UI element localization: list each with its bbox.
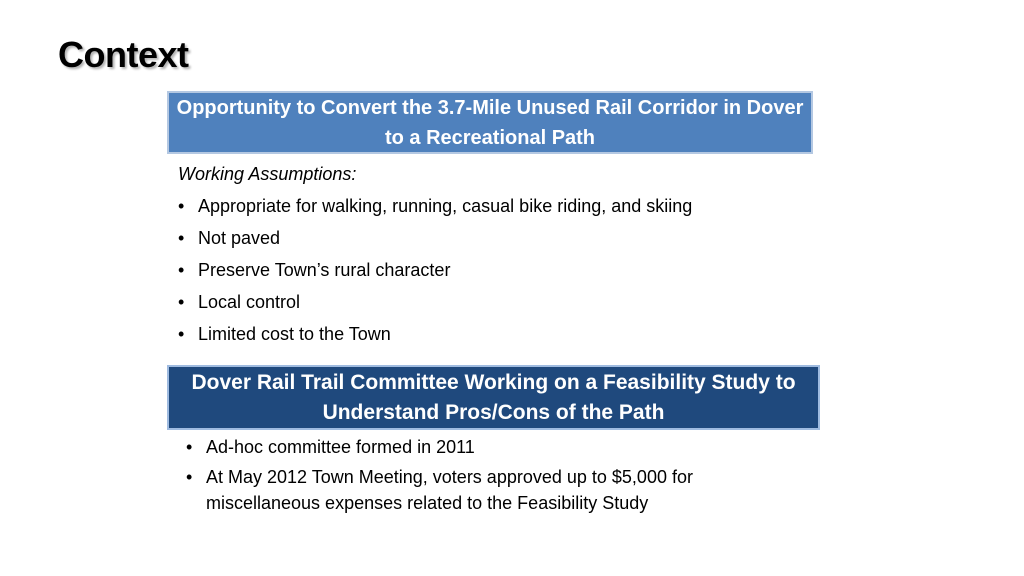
list-item	[186, 464, 806, 516]
list-item-text: Not paved	[198, 228, 281, 248]
committee-banner-text: Dover Rail Trail Committee Working on a Feasibility Study to Understand Pros/Cons of the Path	[191, 370, 796, 424]
list-item	[178, 322, 818, 346]
opportunity-banner-text: Opportunity to Convert the 3.7-Mile Unused Rail Corridor in Dover to a Recreational Path	[176, 96, 804, 149]
bullet-icon: •	[178, 228, 185, 248]
opportunity-banner	[167, 91, 813, 154]
list-item	[178, 290, 818, 314]
committee-points-section	[186, 434, 806, 520]
committee-points-list	[186, 434, 806, 516]
working-assumptions-heading: Working Assumptions:	[178, 164, 357, 184]
list-item-text: Preserve Town’s rural character	[198, 260, 451, 280]
list-item-text: At May 2012 Town Meeting, voters approved up to $5,000 for miscellaneous expenses related to the Feasibility Study	[206, 467, 693, 513]
list-item-text: Ad-hoc committee formed in 2011	[206, 437, 475, 457]
committee-banner	[167, 365, 820, 430]
list-item	[186, 434, 806, 460]
slide-title: Context	[58, 34, 189, 75]
list-item	[178, 258, 818, 282]
list-item	[178, 194, 818, 218]
bullet-icon: •	[186, 467, 193, 487]
bullet-icon: •	[178, 292, 185, 312]
bullet-icon: •	[178, 324, 185, 344]
working-assumptions-list	[178, 194, 818, 346]
bullet-icon: •	[178, 260, 185, 280]
working-assumptions-section	[178, 162, 818, 354]
list-item	[178, 226, 818, 250]
bullet-icon: •	[178, 196, 185, 216]
bullet-icon: •	[186, 437, 193, 457]
list-item-text: Limited cost to the Town	[198, 324, 391, 344]
list-item-text: Local control	[198, 292, 301, 312]
list-item-text: Appropriate for walking, running, casual bike riding, and skiing	[198, 196, 693, 216]
